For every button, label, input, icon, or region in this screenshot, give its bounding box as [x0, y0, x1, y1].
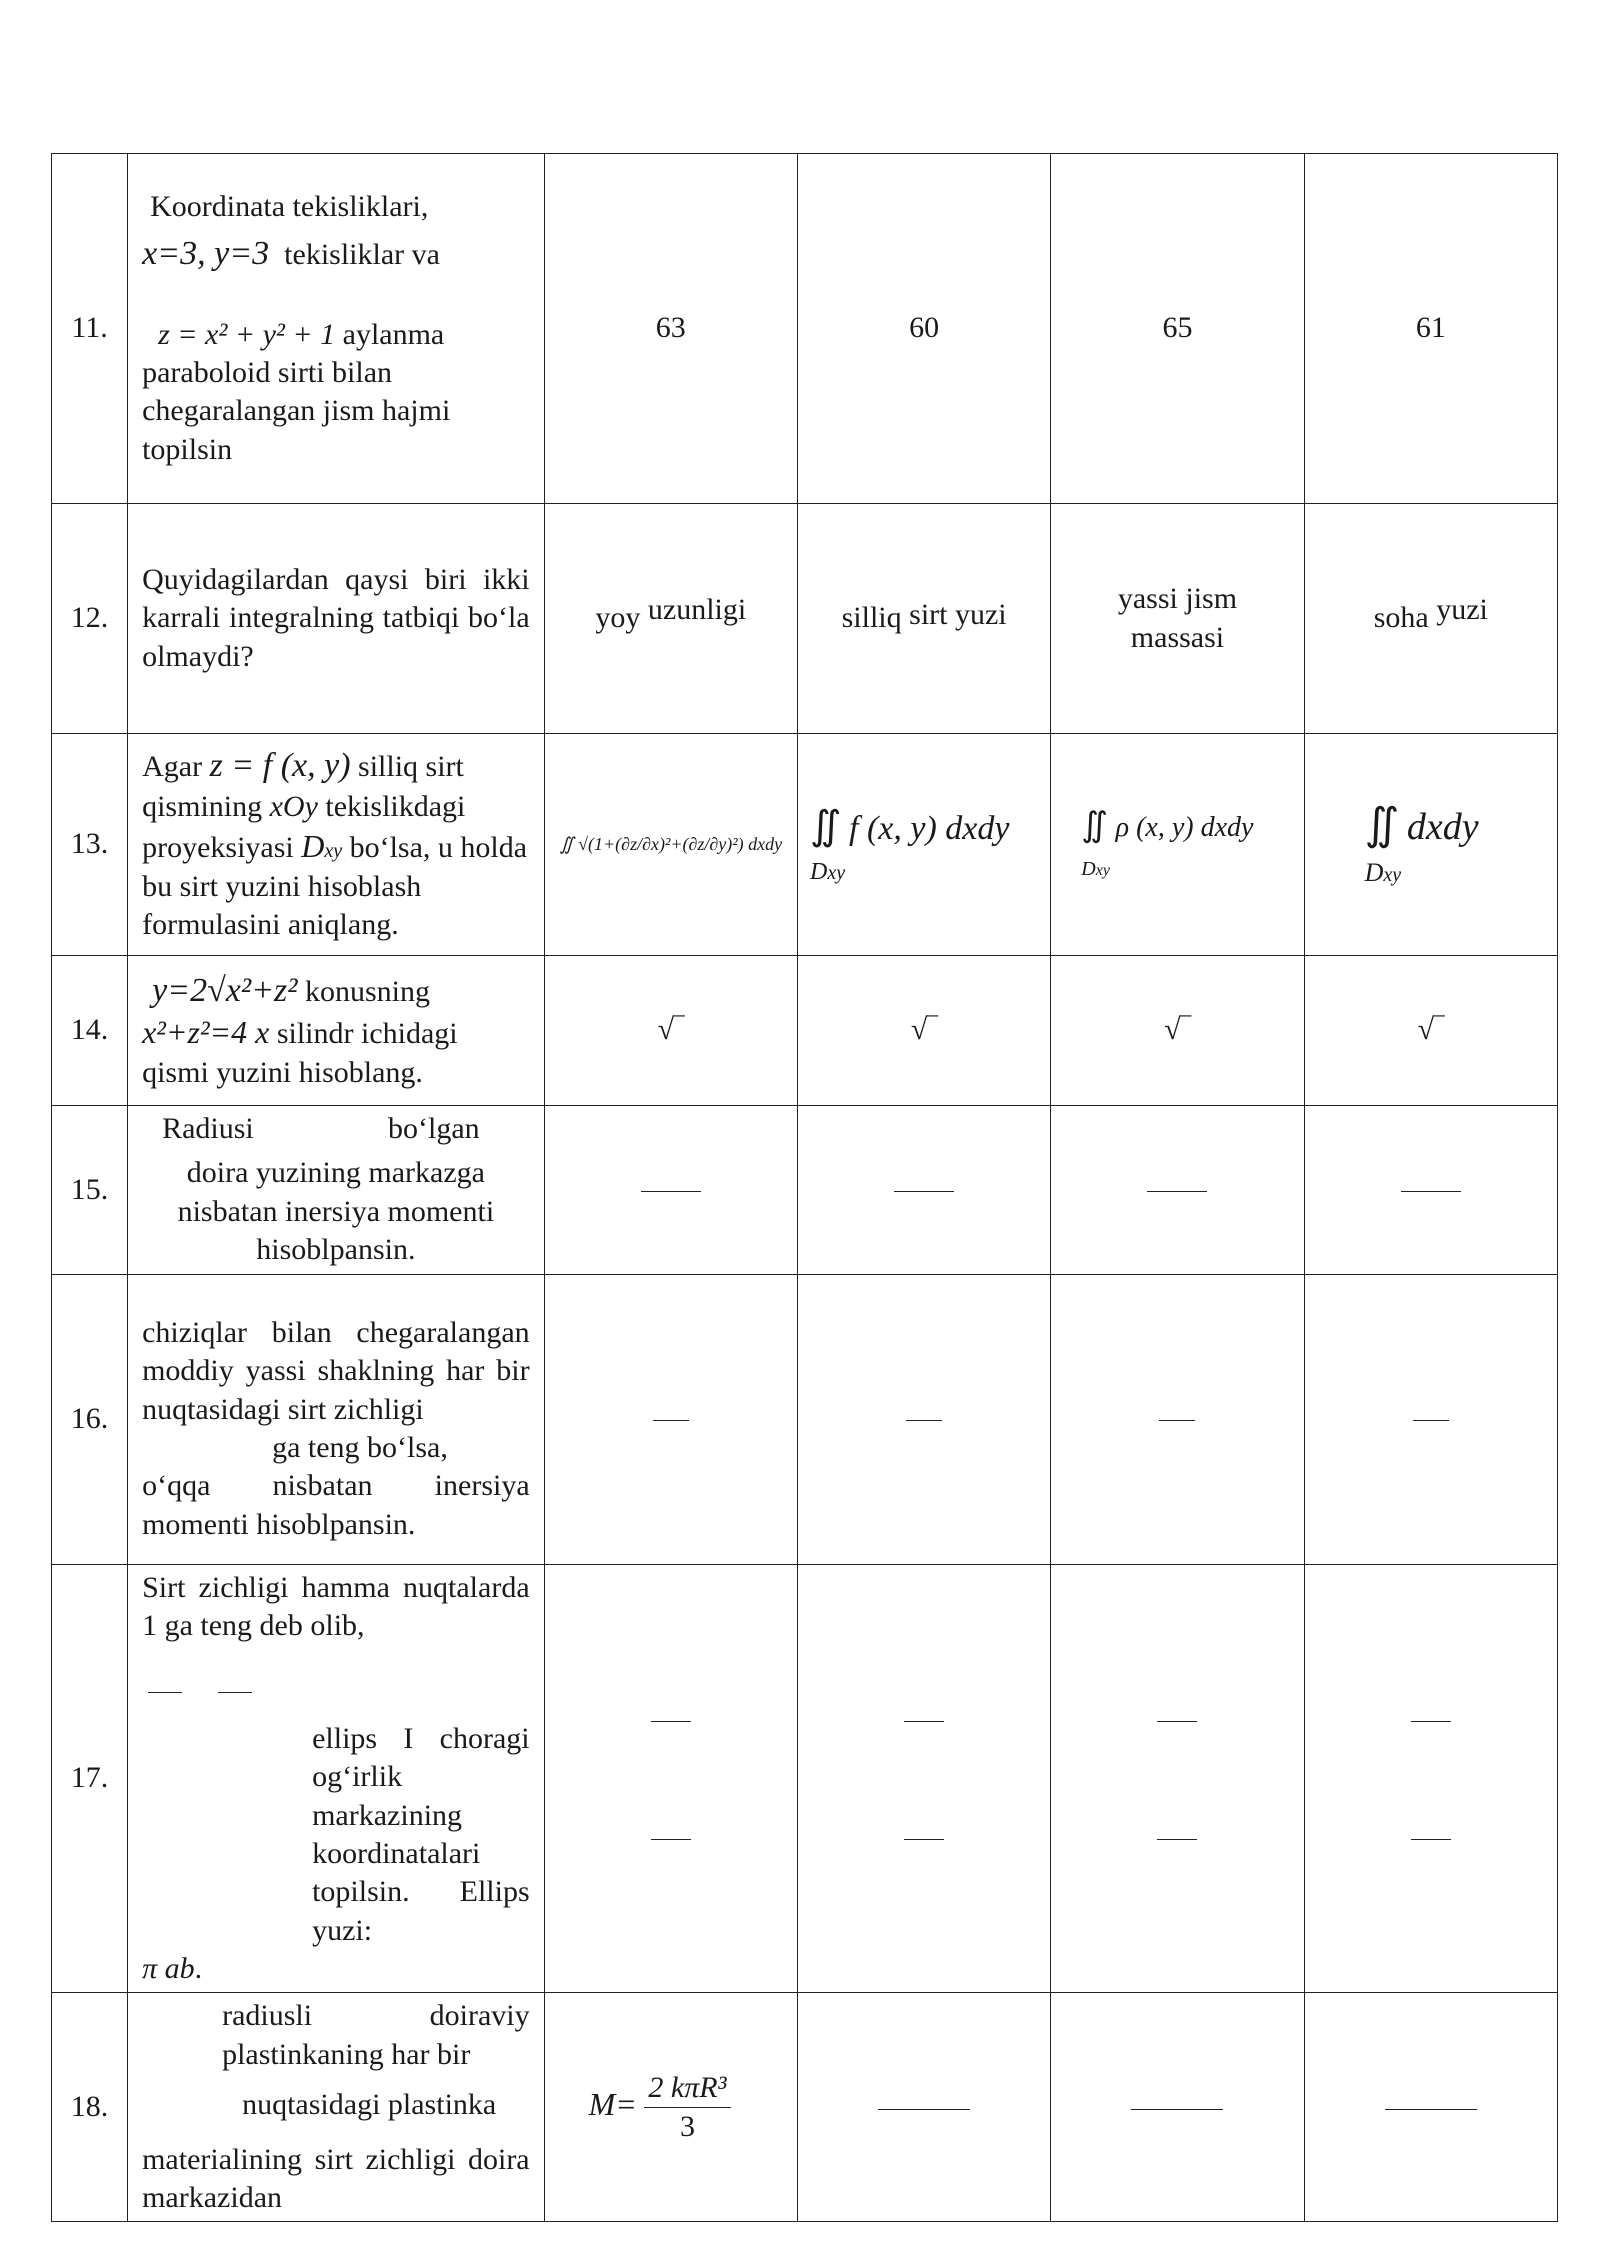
- question-text: [128, 154, 545, 504]
- question-line: materialining sirt zichligi doira markazidan: [142, 2142, 530, 2215]
- fraction-bar: [1157, 1721, 1197, 1722]
- formula-subscript: xy: [1095, 862, 1110, 880]
- fraction-bar: [651, 1721, 691, 1722]
- question-line: ga teng bo‘lsa,: [272, 1431, 448, 1465]
- answer-c[interactable]: 65: [1051, 154, 1304, 504]
- fraction-bar: [1385, 2109, 1477, 2110]
- formula: ∬ √(1+(∂z/∂x)²+(∂z/∂y)²) dxdy: [559, 833, 783, 854]
- formula-subscript: xy: [1383, 864, 1402, 887]
- answer-part: silliq: [841, 601, 902, 635]
- answer-part: yassi jism: [1117, 582, 1238, 616]
- question-line: Radiusi: [162, 1112, 254, 1145]
- fraction-bar: [904, 1839, 944, 1840]
- question-number: 16.: [52, 1274, 128, 1564]
- answer-c[interactable]: [1051, 1106, 1304, 1275]
- fraction-bar: [1411, 1721, 1451, 1722]
- fraction-bar: [641, 1191, 701, 1192]
- formula-fraction: [644, 2069, 730, 2147]
- formula: z = x² + y² + 1: [158, 317, 336, 351]
- formula: xOy: [269, 789, 318, 823]
- fraction-numerator: 2 kπR³: [644, 2069, 730, 2108]
- formula: D: [1364, 858, 1384, 888]
- answer-c[interactable]: [1051, 734, 1304, 956]
- answer-part: sirt yuzi: [909, 598, 1007, 632]
- question-number: 17.: [52, 1564, 128, 1993]
- answer-part: yuzi: [1436, 593, 1488, 627]
- question-row-16: [52, 1274, 1558, 1564]
- answer-part: massasi: [1130, 620, 1225, 654]
- question-line: o‘qqa nisbatan inersiya momenti hisoblpansin.: [142, 1469, 530, 1541]
- question-text: [128, 1106, 545, 1275]
- question-row-18: [52, 1993, 1558, 2222]
- answer-a[interactable]: √‾: [544, 956, 797, 1106]
- formula: x²+z²=4 x: [142, 1014, 270, 1051]
- fraction-bar: [906, 1420, 942, 1421]
- question-number: 12.: [52, 504, 128, 734]
- answer-d[interactable]: [1304, 1106, 1557, 1275]
- fraction-bar: [1411, 1839, 1451, 1840]
- fraction-bar: [904, 1721, 944, 1722]
- question-line: silliq sirt qismining: [142, 750, 464, 823]
- question-line: radiusli doiraviy plastinkaning har bir: [222, 1999, 530, 2071]
- question-text: [128, 1274, 545, 1564]
- answer-d[interactable]: 61: [1304, 154, 1557, 504]
- answer-b[interactable]: 60: [797, 154, 1050, 504]
- question-line: bo‘lgan: [388, 1112, 480, 1145]
- answer-b[interactable]: [797, 734, 1050, 956]
- question-line: nuqtasidagi plastinka: [242, 2088, 497, 2122]
- answer-b[interactable]: [797, 1274, 1050, 1564]
- answer-a[interactable]: [544, 1274, 797, 1564]
- question-text: Quyidagilardan qaysi biri ikki karrali integralning tatbiqi bo‘la olmaydi?: [128, 504, 545, 734]
- fraction-bar: [653, 1420, 689, 1421]
- question-text: [128, 956, 545, 1106]
- answer-c[interactable]: [1051, 1274, 1304, 1564]
- question-row-15: [52, 1106, 1558, 1275]
- question-line: doira yuzining markazga nisbatan inersiya momenti hisoblpansin.: [177, 1156, 495, 1267]
- fraction-bar: [148, 1692, 182, 1693]
- fraction-bar: [218, 1692, 252, 1693]
- fraction-bar: [1413, 1420, 1449, 1421]
- integral-sign: ∬: [1364, 800, 1400, 850]
- fraction-bar: [1131, 2109, 1223, 2110]
- question-line: Agar: [142, 750, 203, 784]
- answer-c[interactable]: [1051, 504, 1304, 734]
- fraction-bar: [1401, 1191, 1461, 1192]
- fraction-bar: [1157, 1839, 1197, 1840]
- question-line: silindr ichidagi qismi yuzini hisoblang.: [142, 1017, 458, 1089]
- question-line: tekisliklar va: [284, 238, 440, 272]
- answer-a[interactable]: [544, 1106, 797, 1275]
- question-row-11: [52, 154, 1558, 504]
- test-question-table: [51, 153, 1558, 2222]
- answer-c[interactable]: [1051, 1993, 1304, 2222]
- formula: y=2√x²+z²: [152, 971, 298, 1009]
- answer-a[interactable]: [544, 1564, 797, 1993]
- integral-sign: ∬: [1081, 806, 1109, 844]
- answer-d[interactable]: [1304, 504, 1557, 734]
- question-number: 18.: [52, 1993, 128, 2222]
- answer-a[interactable]: [544, 1993, 797, 2222]
- question-line: chiziqlar bilan chegaralangan moddiy yassi shaklning har bir nuqtasidagi sirt zichligi: [142, 1315, 530, 1426]
- fraction-bar: [894, 1191, 954, 1192]
- question-line: .: [194, 1952, 203, 1986]
- question-number: 14.: [52, 956, 128, 1106]
- answer-b[interactable]: [797, 1993, 1050, 2222]
- formula: x=3, y=3: [142, 235, 270, 273]
- question-text: [128, 1993, 545, 2222]
- answer-part: soha: [1373, 601, 1429, 635]
- question-text: [128, 1564, 545, 1993]
- answer-part: yoy: [595, 601, 641, 635]
- formula: D: [1081, 858, 1096, 881]
- question-row-13: [52, 734, 1558, 956]
- formula-subscript: xy: [324, 840, 343, 863]
- fraction-bar: [878, 2109, 970, 2110]
- question-number: 13.: [52, 734, 128, 956]
- question-line: Sirt zichligi hamma nuqtalarda 1 ga teng deb olib,: [142, 1570, 530, 1642]
- question-number: 15.: [52, 1106, 128, 1275]
- answer-b[interactable]: [797, 1564, 1050, 1993]
- answer-d[interactable]: [1304, 1564, 1557, 1993]
- formula: D: [809, 858, 828, 885]
- answer-c[interactable]: √‾: [1051, 956, 1304, 1106]
- answer-a[interactable]: [544, 734, 797, 956]
- answer-d[interactable]: [1304, 1274, 1557, 1564]
- question-line: bo‘lsa, u holda bu sirt yuzini hisoblash formulasini aniqlang.: [142, 831, 528, 942]
- fraction-bar: [1159, 1420, 1195, 1421]
- question-row-14: [52, 956, 1558, 1106]
- question-line: paraboloid sirti bilan chegaralangan jism hajmi topilsin: [142, 356, 451, 466]
- formula-subscript: xy: [827, 861, 846, 884]
- answer-b[interactable]: [797, 1106, 1050, 1275]
- answer-d[interactable]: [1304, 734, 1557, 956]
- question-text: [128, 734, 545, 956]
- answer-c[interactable]: [1051, 1564, 1304, 1993]
- integral-sign: ∬: [809, 802, 842, 848]
- question-line: ellips I choragi og‘irlik markazining koordinatalari topilsin. Ellips yuzi:: [312, 1721, 530, 1947]
- fraction-bar: [651, 1839, 691, 1840]
- question-row-12: [52, 504, 1558, 734]
- answer-d[interactable]: √‾: [1304, 956, 1557, 1106]
- formula: D: [301, 828, 325, 865]
- answer-a[interactable]: 63: [544, 154, 797, 504]
- fraction-denominator: 3: [679, 2109, 695, 2143]
- formula: z = f (x, y): [209, 747, 351, 785]
- formula: π ab: [142, 1952, 195, 1986]
- question-line: Koordinata tekisliklari,: [150, 189, 429, 223]
- answer-part: uzunligi: [647, 593, 747, 627]
- question-row-17: [52, 1564, 1558, 1993]
- formula: dxdy: [1406, 806, 1479, 849]
- fraction-bar: [1147, 1191, 1207, 1192]
- answer-b[interactable]: √‾: [797, 956, 1050, 1106]
- question-number: 11.: [52, 154, 128, 504]
- question-line: tekislikdagi proyeksiyasi: [142, 789, 466, 865]
- formula: ρ (x, y) dxdy: [1115, 811, 1254, 843]
- question-line: konusning: [304, 974, 430, 1008]
- answer-d[interactable]: [1304, 1993, 1557, 2222]
- question-line: aylanma: [342, 317, 445, 351]
- formula: M=: [588, 2085, 637, 2122]
- formula: f (x, y) dxdy: [849, 809, 1010, 847]
- answer-a[interactable]: [544, 504, 797, 734]
- answer-b[interactable]: [797, 504, 1050, 734]
